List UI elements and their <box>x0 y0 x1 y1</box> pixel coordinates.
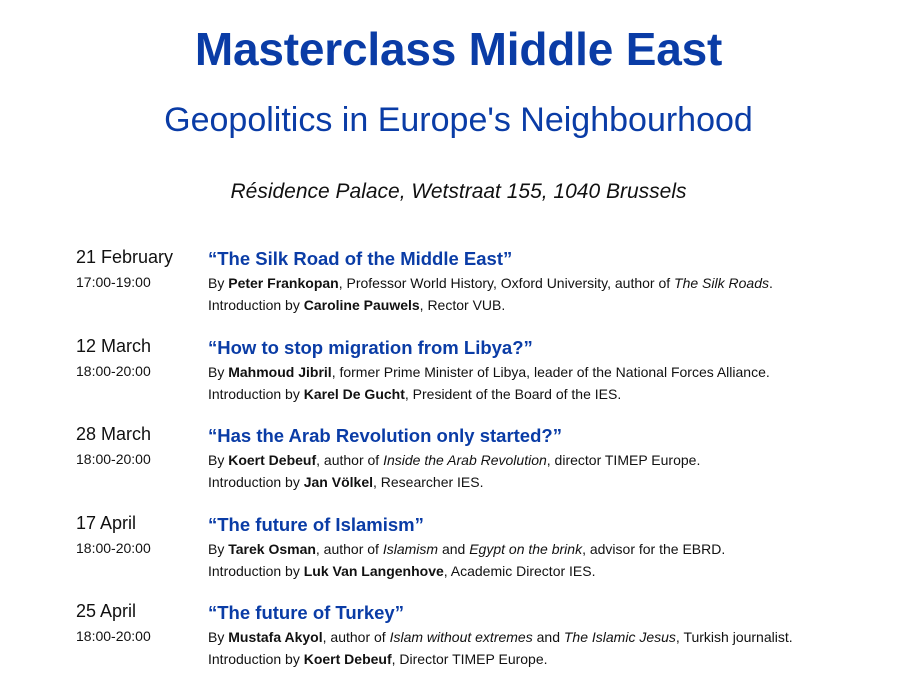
venue-address: Résidence Palace, Wetstraat 155, 1040 Brussels <box>230 180 687 203</box>
event-speaker-line <box>208 452 700 468</box>
speaker-desc: , author of <box>316 452 384 468</box>
speaker-name: Mahmoud Jibril <box>228 363 332 380</box>
event-speaker-line <box>208 541 725 557</box>
intro-name: Koert Debeuf <box>303 651 392 667</box>
event-time: 18:00-20:00 <box>76 362 151 379</box>
event-time: 18:00-20:00 <box>76 628 151 644</box>
event-item <box>0 513 917 602</box>
speaker-desc: , advisor for the EBRD. <box>582 540 726 557</box>
intro-name: Karel De Gucht <box>303 385 405 402</box>
intro-prefix: Introduction by <box>208 651 304 667</box>
page-subtitle: Geopolitics in Europe's Neighbourhood <box>164 101 753 139</box>
by-prefix: By <box>208 452 229 468</box>
intro-desc: , Academic Director IES. <box>443 562 596 579</box>
intro-name: Luk Van Langenhove <box>303 562 444 579</box>
event-intro-line <box>208 563 595 579</box>
event-date: 12 March <box>76 335 152 356</box>
speaker-desc: , former Prime Minister of Libya, leader of the National Forces Alliance. <box>331 363 770 380</box>
book-title: Egypt on the brink <box>469 540 583 557</box>
speaker-name: Peter Frankopan <box>228 275 339 291</box>
speaker-name: Tarek Osman <box>228 540 316 557</box>
event-intro-line <box>208 474 484 490</box>
book-title: Inside the Arab Revolution <box>383 452 547 468</box>
by-prefix: By <box>208 540 229 557</box>
speaker-desc: , Turkish journalist. <box>675 629 793 645</box>
page-title: Masterclass Middle East <box>194 23 723 75</box>
speaker-desc: , author of <box>322 629 390 645</box>
event-title: “The future of Islamism” <box>208 513 424 535</box>
by-prefix: By <box>208 629 229 645</box>
intro-prefix: Introduction by <box>208 297 304 313</box>
intro-name: Jan Völkel <box>303 474 373 490</box>
event-item <box>0 336 917 425</box>
event-title: “Has the Arab Revolution only started?” <box>208 425 562 446</box>
book-title: Islam without extremes <box>389 629 533 645</box>
event-list <box>0 247 917 690</box>
speaker-desc: and <box>532 629 564 645</box>
by-prefix: By <box>208 363 229 380</box>
intro-prefix: Introduction by <box>208 562 304 579</box>
event-intro-line <box>208 386 621 402</box>
speaker-desc: . <box>768 275 773 291</box>
speaker-name: Mustafa Akyol <box>228 629 323 645</box>
event-title: “The future of Turkey” <box>208 602 404 623</box>
event-date: 21 February <box>76 247 174 267</box>
intro-desc: , Rector VUB. <box>419 297 506 313</box>
event-date: 25 April <box>76 601 137 621</box>
event-title: “How to stop migration from Libya?” <box>208 336 533 358</box>
intro-desc: , President of the Board of the IES. <box>404 385 622 402</box>
book-title: Islamism <box>382 540 439 557</box>
event-time: 17:00-19:00 <box>76 274 151 290</box>
event-time: 18:00-20:00 <box>76 451 151 467</box>
event-item <box>0 424 917 513</box>
speaker-desc: , Professor World History, Oxford University, author of <box>338 275 675 291</box>
event-date: 17 April <box>76 512 137 533</box>
intro-prefix: Introduction by <box>208 385 304 402</box>
book-title: The Silk Roads <box>674 275 769 291</box>
intro-desc: , Researcher IES. <box>373 474 484 490</box>
event-item <box>0 247 917 336</box>
by-prefix: By <box>208 275 229 291</box>
event-speaker-line <box>208 275 773 291</box>
intro-prefix: Introduction by <box>208 474 304 490</box>
speaker-desc: , author of <box>315 540 383 557</box>
event-date: 28 March <box>76 424 152 444</box>
intro-desc: , Director TIMEP Europe. <box>391 651 548 667</box>
event-intro-line <box>208 651 548 667</box>
event-speaker-line <box>208 364 770 380</box>
event-intro-line <box>208 297 505 313</box>
event-speaker-line <box>208 629 793 645</box>
speaker-desc: , director TIMEP Europe. <box>546 452 701 468</box>
speaker-desc: and <box>438 540 470 557</box>
event-time: 18:00-20:00 <box>76 539 151 556</box>
event-item <box>0 601 917 690</box>
speaker-name: Koert Debeuf <box>228 452 317 468</box>
book-title: The Islamic Jesus <box>563 629 676 645</box>
event-title: “The Silk Road of the Middle East” <box>208 248 513 269</box>
intro-name: Caroline Pauwels <box>303 297 420 313</box>
